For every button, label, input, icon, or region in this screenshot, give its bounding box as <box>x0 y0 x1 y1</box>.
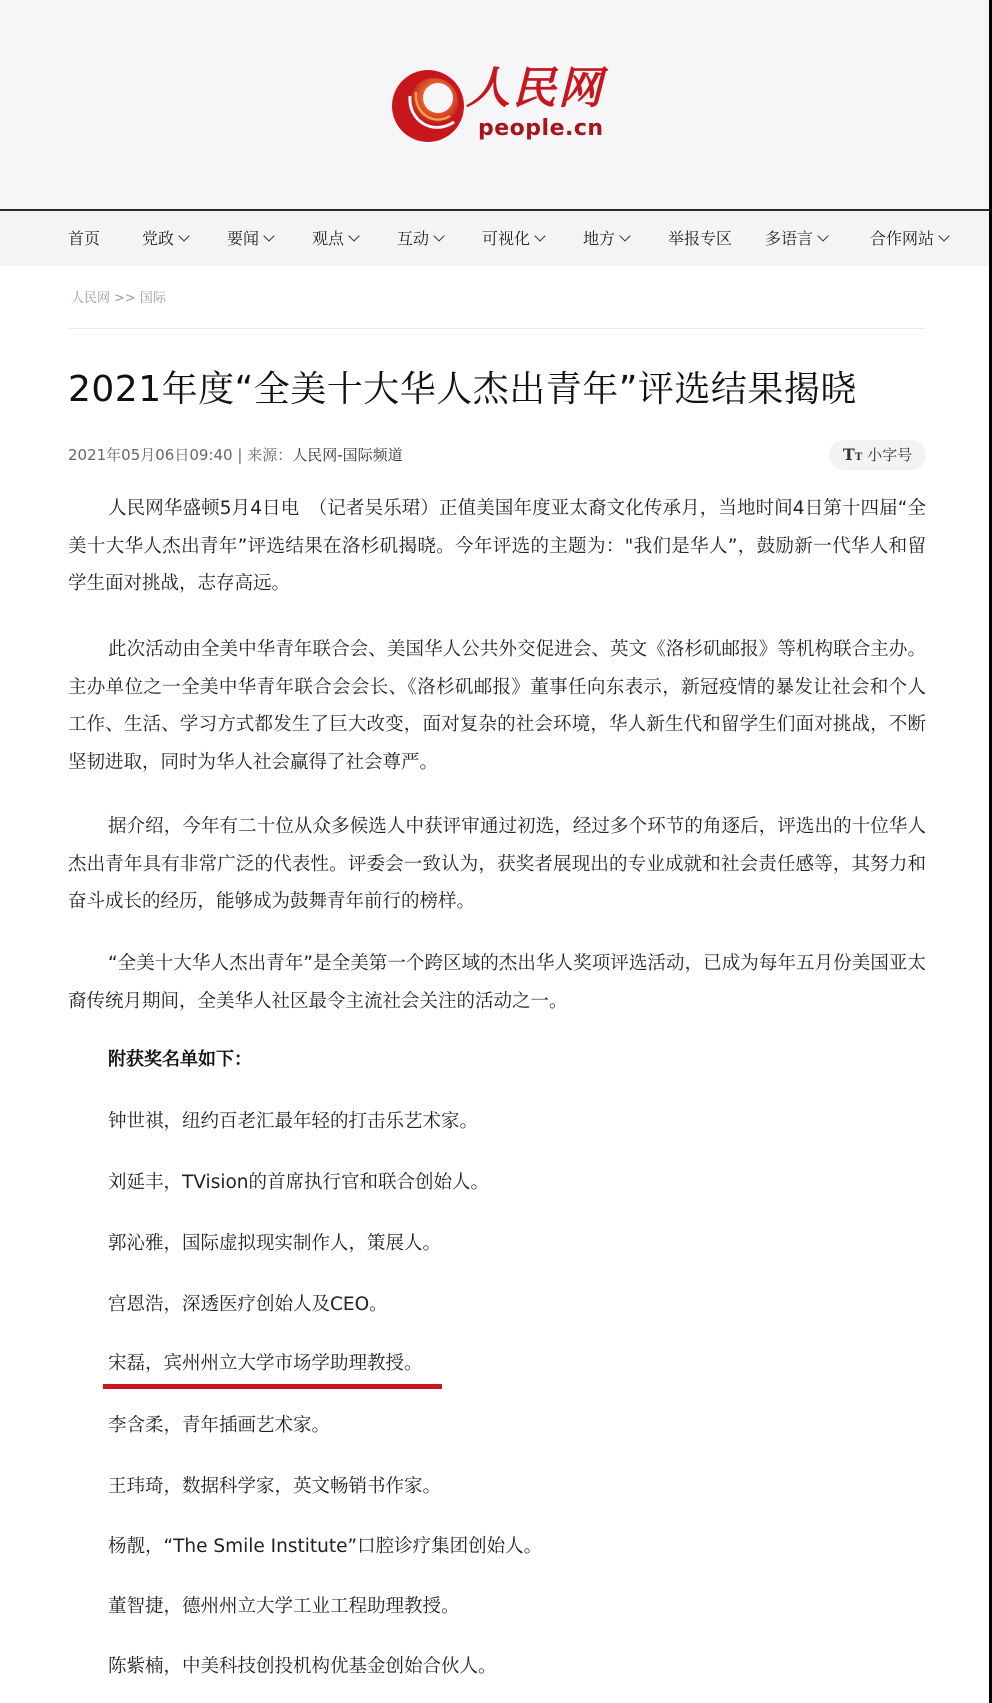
nav-item-local[interactable] <box>583 211 629 266</box>
main-nav <box>0 211 992 266</box>
breadcrumb-international-link[interactable]: 国际 <box>139 291 166 306</box>
site-logo[interactable] <box>388 62 608 152</box>
breadcrumb-separator: >> <box>114 291 136 306</box>
article-meta <box>68 444 403 466</box>
nav-label: 互动 <box>397 229 430 248</box>
winner-item: 陈紫楠，中美科技创投机构优基金创始合伙人。 <box>108 1656 497 1677</box>
article-paragraph: 人民网华盛顿5月4日电 （记者吴乐珺）正值美国年度亚太裔文化传承月，当地时间4日第十四届“全美十大华人杰出青年”评选结果在洛杉矶揭晓。今年评选的主题为："我们是华人”，鼓励新一代华人和留学生面对挑战，志存高远。 <box>68 498 926 594</box>
nav-item-report[interactable] <box>668 211 732 266</box>
chevron-down-icon <box>938 230 949 241</box>
nav-item-languages[interactable] <box>765 211 827 266</box>
winner-item: 董智捷，德州州立大学工业工程助理教授。 <box>108 1596 460 1617</box>
nav-item-news[interactable] <box>227 211 273 266</box>
text-size-icon: TT <box>842 445 863 464</box>
chevron-down-icon <box>178 230 189 241</box>
nav-item-visualization[interactable] <box>482 211 544 266</box>
breadcrumb-divider <box>68 328 926 329</box>
winner-item: 李含柔，青年插画艺术家。 <box>108 1415 331 1436</box>
chevron-down-icon <box>433 230 444 241</box>
winner-item: 宫恩浩，深透医疗创始人及CEO。 <box>108 1294 388 1315</box>
chevron-down-icon <box>348 230 359 241</box>
masthead <box>0 0 992 210</box>
font-size-toggle-button[interactable] <box>829 440 926 470</box>
article-title: 2021年度“全美十大华人杰出青年”评选结果揭晓 <box>68 369 857 410</box>
nav-label: 地方 <box>583 229 616 248</box>
nav-label: 要闻 <box>227 229 260 248</box>
people-daily-swirl-logo-icon <box>388 66 468 146</box>
article-paragraph: 此次活动由全美中华青年联合会、美国华人公共外交促进会、英文《洛杉矶邮报》等机构联合主办。主办单位之一全美中华青年联合会会长、《洛杉矶邮报》董事任向东表示，新冠疫情的暴发让社会和个人工作、生活、学习方式都发生了巨大改变，面对复杂的社会环境，华人新生代和留学生们面对挑战，不断坚韧进取，同时为华人社会赢得了社会尊严。 <box>68 639 926 773</box>
winner-item-highlighted: 宋磊，宾州州立大学市场学助理教授。 <box>108 1353 423 1374</box>
breadcrumb-home-link[interactable]: 人民网 <box>71 291 111 306</box>
nav-label: 可视化 <box>482 229 531 248</box>
chevron-down-icon <box>263 230 274 241</box>
article-paragraph: “全美十大华人杰出青年”是全美第一个跨区域的杰出华人奖项评选活动，已成为每年五月份美国亚太裔传统月期间，全美华人社区最令主流社会关注的活动之一。 <box>68 953 926 1012</box>
nav-item-politics[interactable] <box>142 211 188 266</box>
winner-item: 王玮琦，数据科学家，英文畅销书作家。 <box>108 1476 442 1497</box>
article-paragraph: 据介绍，今年有二十位从众多候选人中获评审通过初选，经过多个环节的角逐后，评选出的十位华人杰出青年具有非常广泛的代表性。评委会一致认为，获奖者展现出的专业成就和社会责任感等，其努力和奋斗成长的经历，能够成为鼓舞青年前行的榜样。 <box>68 816 926 912</box>
winner-item: 杨靓，“The Smile Institute”口腔诊疗集团创始人。 <box>108 1536 543 1557</box>
chevron-down-icon <box>619 230 630 241</box>
nav-label: 首页 <box>68 229 101 248</box>
nav-label: 党政 <box>142 229 175 248</box>
logo-chinese-text: 人民网 <box>466 63 604 114</box>
nav-label: 举报专区 <box>668 229 733 248</box>
winner-item: 刘延丰，TVision的首席执行官和联合创始人。 <box>108 1172 490 1193</box>
font-size-label: 小字号 <box>867 446 913 464</box>
chevron-down-icon <box>534 230 545 241</box>
nav-label: 合作网站 <box>870 229 935 248</box>
nav-item-home[interactable] <box>68 211 100 266</box>
logo-domain-text: people.cn <box>478 116 604 141</box>
winners-heading: 附获奖名单如下： <box>108 1049 252 1070</box>
nav-item-partners[interactable] <box>870 211 948 266</box>
nav-label: 多语言 <box>765 229 814 248</box>
source-link[interactable]: 人民网-国际频道 <box>292 446 403 464</box>
publish-datetime: 2021年05月06日09:40 <box>68 446 233 464</box>
red-underline-annotation <box>103 1384 442 1389</box>
nav-item-interaction[interactable] <box>397 211 443 266</box>
breadcrumb <box>71 287 166 306</box>
nav-label: 观点 <box>312 229 345 248</box>
winner-item: 郭沁雅，国际虚拟现实制作人，策展人。 <box>108 1233 442 1254</box>
source-label: 来源： <box>247 446 293 464</box>
chevron-down-icon <box>817 230 828 241</box>
nav-item-opinion[interactable] <box>312 211 358 266</box>
meta-divider: | <box>237 446 243 464</box>
winner-item: 钟世祺，纽约百老汇最年轻的打击乐艺术家。 <box>108 1111 479 1132</box>
